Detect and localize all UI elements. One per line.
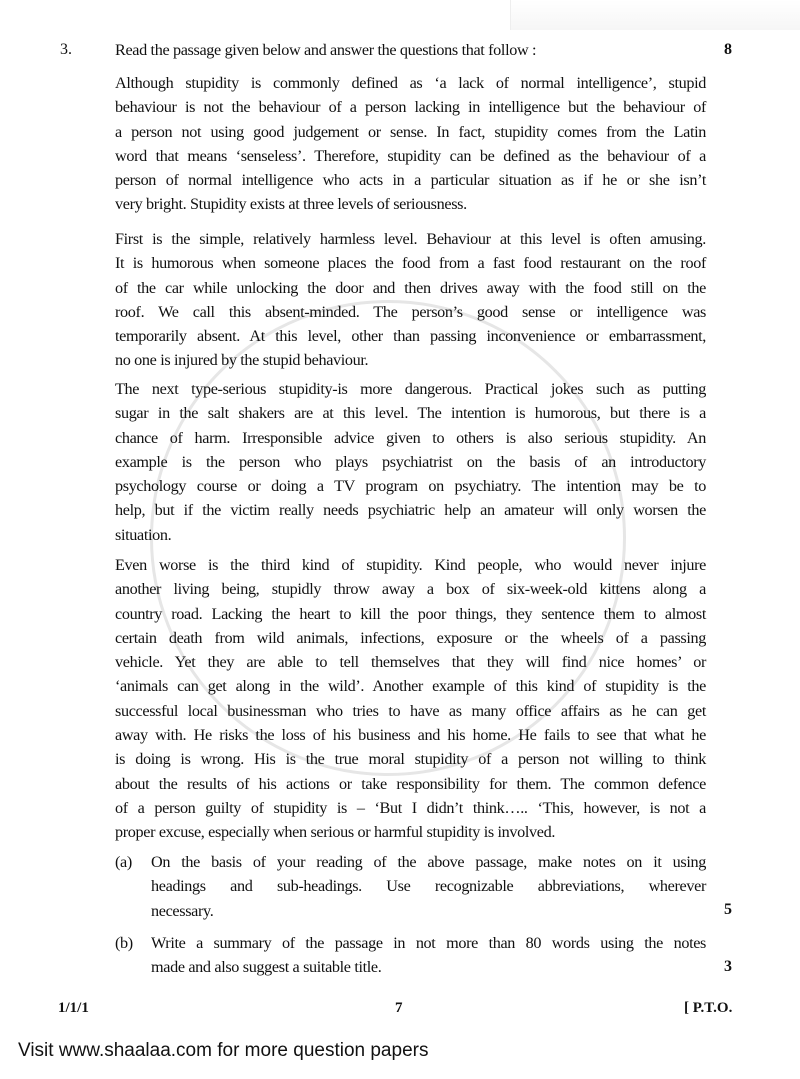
- text-line: The next type-serious stupidity-is more dangerous. Practical jokes such as putting: [115, 380, 706, 398]
- pto-label: [ P.T.O.: [684, 1000, 733, 1016]
- text-line: a person not using good judgement or sense. In fact, stupidity comes from the Latin: [115, 122, 706, 141]
- text-line: situation.: [115, 525, 172, 544]
- text-line: ‘animals can get along in the wild’. Another example of this kind of stupidity is the: [115, 677, 706, 696]
- text-line: of a person guilty of stupidity is – ‘But I didn’t think….. ‘This, however, is not a: [115, 798, 706, 817]
- passage-paragraph-4: [115, 553, 706, 845]
- text-line: word that means ‘senseless’. Therefore, stupidity can be defined as the behaviour of a: [115, 146, 706, 165]
- text-line: Write a summary of the passage in not more than 80 words using the notes: [151, 934, 706, 952]
- text-line: sugar in the salt shakers are at this level. The intention is humorous, but there is a: [115, 404, 706, 423]
- text-line: chance of harm. Irresponsible advice given to others is also serious stupidity. An: [115, 428, 706, 447]
- text-line: successful local businessman who tries to have as many office affairs as he can get: [115, 701, 706, 720]
- text-line: psychology course or doing a TV program on psychiatry. The intention may be to: [115, 477, 706, 496]
- page-number: 7: [395, 1000, 403, 1016]
- subquestion-label: (a): [115, 853, 132, 871]
- passage-paragraph-3: [115, 377, 706, 547]
- text-line: First is the simple, relatively harmless level. Behaviour at this level is often amusing.: [115, 230, 706, 248]
- text-line: Although stupidity is commonly defined as ‘a lack of normal intelligence’, stupid: [115, 74, 706, 92]
- text-line: Read the passage given below and answer the questions that follow :: [115, 41, 537, 59]
- text-line: help, but if the victim really needs psychiatric help an amateur will only worsen the: [115, 501, 706, 520]
- text-line: away with. He risks the loss of his business and his home. He fails to see that what he: [115, 726, 706, 745]
- text-line: made and also suggest a suitable title.: [151, 958, 382, 977]
- text-line: very bright. Stupidity exists at three levels of seriousness.: [115, 195, 467, 214]
- text-line: It is humorous when someone places the food from a fast food restaurant on the roof: [115, 254, 706, 273]
- passage-paragraph-2: [115, 227, 706, 373]
- text-line: roof. We call this absent-minded. The person’s good sense or intelligence was: [115, 302, 706, 321]
- question-number: 3.: [60, 41, 72, 58]
- text-line: Even worse is the third kind of stupidity. Kind people, who would never injure: [115, 556, 706, 574]
- text-line: another living being, stupidly throw away a box of six-week-old kittens along a: [115, 580, 706, 599]
- promo-banner: Visit www.shaalaa.com for more question papers: [18, 1040, 429, 1061]
- text-line: example is the person who plays psychiatrist on the basis of an introductory: [115, 452, 706, 471]
- text-line: necessary.: [151, 901, 214, 920]
- text-line: On the basis of your reading of the above passage, make notes on it using: [151, 853, 706, 871]
- text-line: person of normal intelligence who acts in a particular situation as if he or she isn’t: [115, 171, 706, 190]
- text-line: of the car while unlocking the door and then drives away with the food still on the: [115, 278, 706, 297]
- scan-artifact: [510, 0, 800, 30]
- text-line: is doing is wrong. His is the true moral stupidity of a person not willing to think: [115, 750, 706, 769]
- question-marks: 8: [724, 41, 732, 58]
- text-line: vehicle. Yet they are able to tell themselves that they will find nice homes’ or: [115, 653, 706, 672]
- text-line: about the results of his actions or take responsibility for them. The common defence: [115, 774, 706, 793]
- subquestion-label: (b): [115, 934, 133, 952]
- text-line: certain death from wild animals, infections, exposure or the wheels of a passing: [115, 628, 706, 647]
- subquestion-b-marks: 3: [724, 958, 732, 975]
- question-instruction: [115, 38, 706, 62]
- passage-paragraph-1: [115, 71, 706, 217]
- text-line: proper excuse, especially when serious or harmful stupidity is involved.: [115, 823, 556, 842]
- paper-code: 1/1/1: [58, 1000, 89, 1016]
- text-line: country road. Lacking the heart to kill the poor things, they sentence them to almost: [115, 604, 706, 623]
- text-line: temporarily absent. At this level, other than passing inconvenience or embarrassment,: [115, 327, 706, 346]
- text-line: behaviour is not the behaviour of a person lacking in intelligence but the behaviour of: [115, 98, 706, 117]
- text-line: headings and sub-headings. Use recognizable abbreviations, wherever: [151, 877, 706, 896]
- text-line: no one is injured by the stupid behaviour.: [115, 351, 369, 370]
- subquestion-a-marks: 5: [724, 901, 732, 918]
